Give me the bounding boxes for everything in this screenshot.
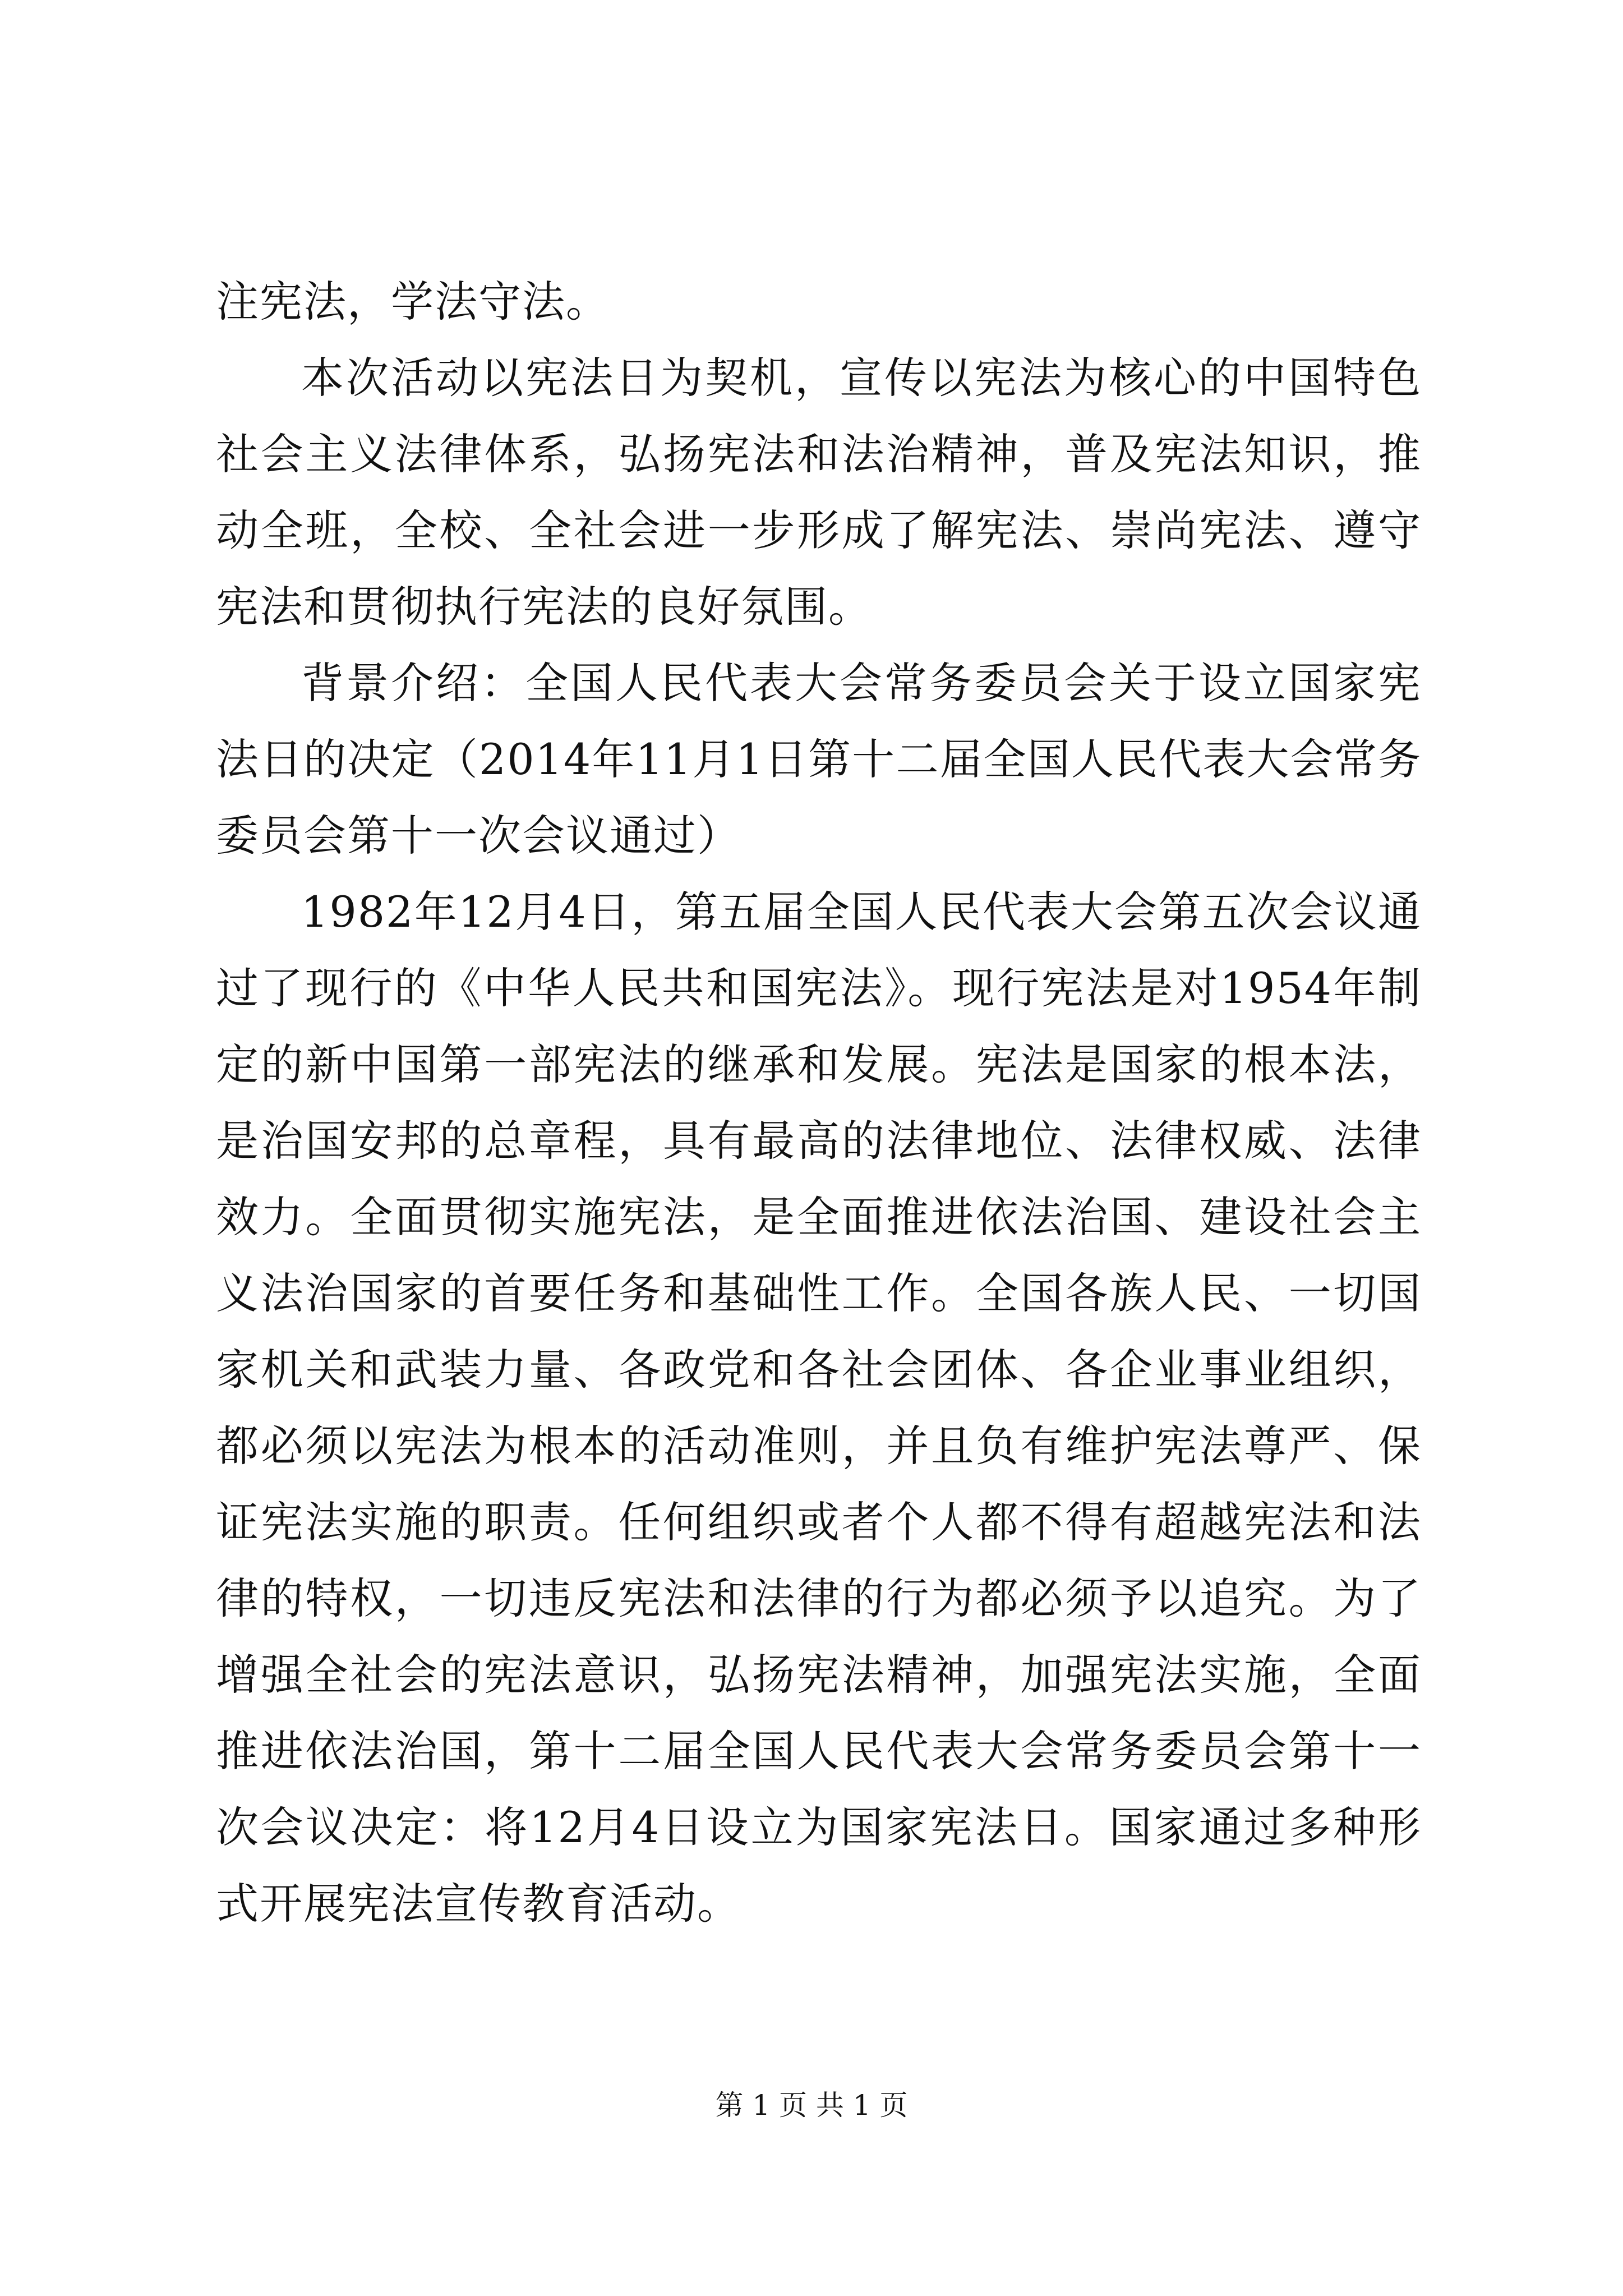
paragraph-background-intro: 背景介绍：全国人民代表大会常务委员会关于设立国家宪法日的决定（2014年11月1日第十二届全国人民代表大会常务委员会第十一次会议通过） xyxy=(216,658,1422,861)
document-body xyxy=(216,264,1422,1942)
page-number-footer: 第 1 页 共 1 页 xyxy=(715,2089,908,2122)
paragraph-continuation: 注宪法，学法守法。 xyxy=(216,277,610,326)
paragraph-activity-purpose: 本次活动以宪法日为契机，宣传以宪法为核心的中国特色社会主义法律体系，弘扬宪法和法治精神，普及宪法知识，推动全班，全校、全社会进一步形成了解宪法、崇尚宪法、遵守宪法和贯彻执行宪法的良好氛围。 xyxy=(216,353,1422,632)
paragraph-constitution-day-decision: 1982年12月4日，第五届全国人民代表大会第五次会议通过了现行的《中华人民共和国宪法》。现行宪法是对1954年制定的新中国第一部宪法的继承和发展。宪法是国家的根本法，是治国安邦的总章程，具有最高的法律地位、法律权威、法律效力。全面贯彻实施宪法，是全面推进依法治国、建设社会主义法治国家的首要任务和基础性工作。全国各族人民、一切国家机关和武装力量、各政党和各社会团体、各企业事业组织，都必须以宪法为根本的活动准则，并且负有维护宪法尊严、保证宪法实施的职责。任何组织或者个人都不得有超越宪法和法律的特权，一切违反宪法和法律的行为都必须予以追究。为了增强全社会的宪法意识，弘扬宪法精神，加强宪法实施，全面推进依法治国，第十二届全国人民代表大会常务委员会第十一次会议决定：将12月4日设立为国家宪法日。国家通过多种形式开展宪法宣传教育活动。 xyxy=(216,887,1422,1929)
